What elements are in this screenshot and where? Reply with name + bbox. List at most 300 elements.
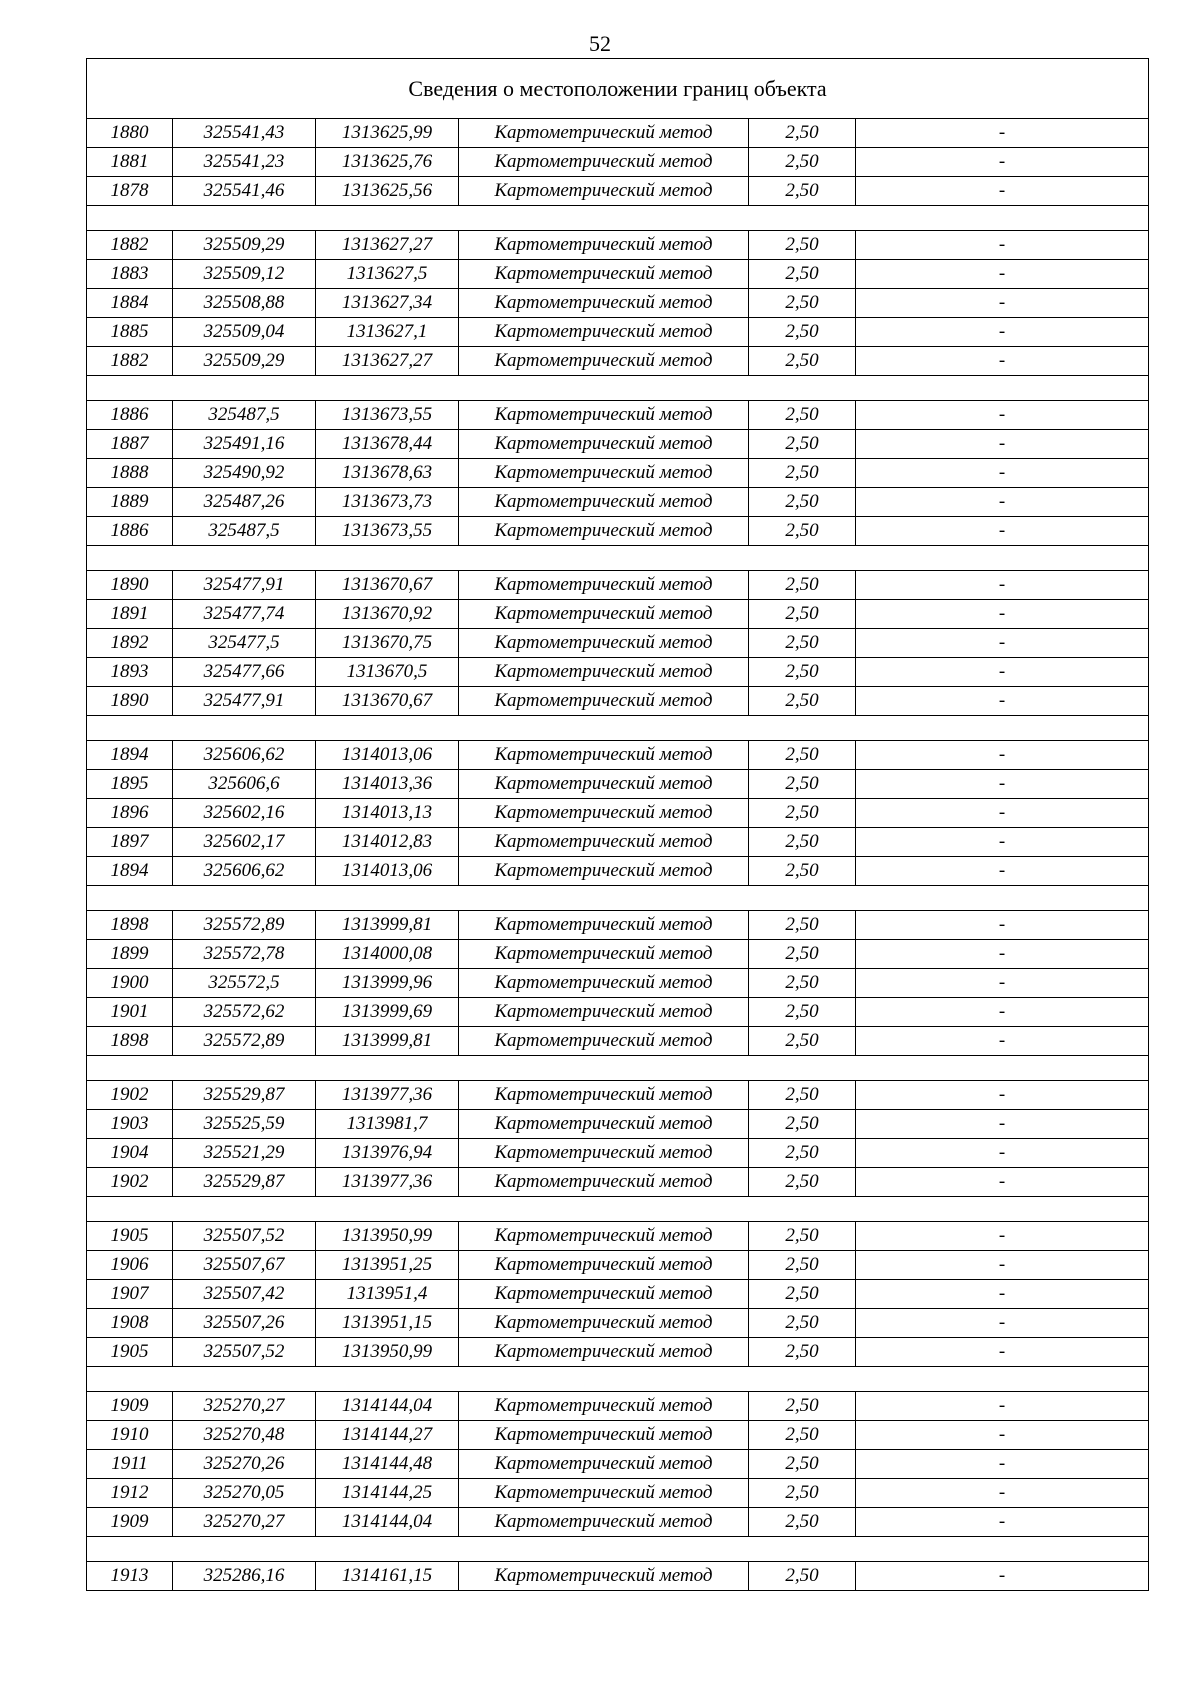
point-number-cell: 1903 (87, 1110, 173, 1139)
point-number-cell: 1897 (87, 828, 173, 857)
accuracy-cell: 2,50 (749, 260, 856, 289)
x-coordinate-cell: 325606,62 (173, 857, 316, 886)
method-cell: Картометрический метод (459, 119, 749, 148)
method-cell: Картометрический метод (459, 629, 749, 658)
y-coordinate-cell: 1313950,99 (316, 1338, 459, 1367)
table-row (87, 741, 1149, 770)
description-cell: - (856, 1338, 1149, 1367)
description-cell: - (856, 1309, 1149, 1338)
accuracy-cell: 2,50 (749, 770, 856, 799)
y-coordinate-cell: 1313977,36 (316, 1168, 459, 1197)
accuracy-cell: 2,50 (749, 1508, 856, 1537)
accuracy-cell: 2,50 (749, 401, 856, 430)
method-cell: Картометрический метод (459, 998, 749, 1027)
table-row (87, 658, 1149, 687)
y-coordinate-cell: 1314012,83 (316, 828, 459, 857)
point-number-cell: 1895 (87, 770, 173, 799)
accuracy-cell: 2,50 (749, 1222, 856, 1251)
point-number-cell: 1910 (87, 1421, 173, 1450)
table-row (87, 687, 1149, 716)
description-cell: - (856, 177, 1149, 206)
separator-cell (87, 716, 1149, 741)
table-row (87, 1421, 1149, 1450)
contour-separator-row (87, 1537, 1149, 1562)
description-cell: - (856, 1421, 1149, 1450)
point-number-cell: 1909 (87, 1392, 173, 1421)
point-number-cell: 1904 (87, 1139, 173, 1168)
table-row (87, 911, 1149, 940)
y-coordinate-cell: 1314013,06 (316, 741, 459, 770)
method-cell: Картометрический метод (459, 571, 749, 600)
table-row (87, 940, 1149, 969)
description-cell: - (856, 148, 1149, 177)
description-cell: - (856, 119, 1149, 148)
x-coordinate-cell: 325572,89 (173, 1027, 316, 1056)
table-row (87, 1251, 1149, 1280)
accuracy-cell: 2,50 (749, 1168, 856, 1197)
description-cell: - (856, 1168, 1149, 1197)
y-coordinate-cell: 1313999,81 (316, 1027, 459, 1056)
method-cell: Картометрический метод (459, 1139, 749, 1168)
x-coordinate-cell: 325490,92 (173, 459, 316, 488)
x-coordinate-cell: 325477,66 (173, 658, 316, 687)
description-cell: - (856, 260, 1149, 289)
accuracy-cell: 2,50 (749, 119, 856, 148)
accuracy-cell: 2,50 (749, 1139, 856, 1168)
contour-separator-row (87, 546, 1149, 571)
table-row (87, 571, 1149, 600)
x-coordinate-cell: 325270,05 (173, 1479, 316, 1508)
method-cell: Картометрический метод (459, 488, 749, 517)
accuracy-cell: 2,50 (749, 177, 856, 206)
table-row (87, 231, 1149, 260)
method-cell: Картометрический метод (459, 430, 749, 459)
point-number-cell: 1902 (87, 1168, 173, 1197)
accuracy-cell: 2,50 (749, 289, 856, 318)
description-cell: - (856, 911, 1149, 940)
point-number-cell: 1880 (87, 119, 173, 148)
x-coordinate-cell: 325477,91 (173, 687, 316, 716)
x-coordinate-cell: 325602,17 (173, 828, 316, 857)
accuracy-cell: 2,50 (749, 318, 856, 347)
y-coordinate-cell: 1314013,13 (316, 799, 459, 828)
method-cell: Картометрический метод (459, 600, 749, 629)
description-cell: - (856, 799, 1149, 828)
accuracy-cell: 2,50 (749, 1421, 856, 1450)
accuracy-cell: 2,50 (749, 430, 856, 459)
method-cell: Картометрический метод (459, 1251, 749, 1280)
contour-separator-row (87, 886, 1149, 911)
y-coordinate-cell: 1313951,4 (316, 1280, 459, 1309)
description-cell: - (856, 1479, 1149, 1508)
accuracy-cell: 2,50 (749, 828, 856, 857)
y-coordinate-cell: 1314144,04 (316, 1508, 459, 1537)
point-number-cell: 1896 (87, 799, 173, 828)
y-coordinate-cell: 1313951,15 (316, 1309, 459, 1338)
separator-cell (87, 546, 1149, 571)
description-cell: - (856, 488, 1149, 517)
accuracy-cell: 2,50 (749, 629, 856, 658)
point-number-cell: 1894 (87, 857, 173, 886)
method-cell: Картометрический метод (459, 1421, 749, 1450)
table-row (87, 1222, 1149, 1251)
accuracy-cell: 2,50 (749, 1280, 856, 1309)
method-cell: Картометрический метод (459, 658, 749, 687)
description-cell: - (856, 969, 1149, 998)
x-coordinate-cell: 325487,26 (173, 488, 316, 517)
method-cell: Картометрический метод (459, 940, 749, 969)
x-coordinate-cell: 325477,91 (173, 571, 316, 600)
y-coordinate-cell: 1313673,55 (316, 401, 459, 430)
description-cell: - (856, 318, 1149, 347)
y-coordinate-cell: 1313673,55 (316, 517, 459, 546)
point-number-cell: 1901 (87, 998, 173, 1027)
point-number-cell: 1893 (87, 658, 173, 687)
boundary-coordinates-table (86, 58, 1149, 1591)
method-cell: Картометрический метод (459, 517, 749, 546)
y-coordinate-cell: 1314013,06 (316, 857, 459, 886)
point-number-cell: 1912 (87, 1479, 173, 1508)
point-number-cell: 1884 (87, 289, 173, 318)
method-cell: Картометрический метод (459, 828, 749, 857)
table-row (87, 1280, 1149, 1309)
description-cell: - (856, 687, 1149, 716)
table-body (87, 119, 1149, 1591)
x-coordinate-cell: 325507,52 (173, 1338, 316, 1367)
table-row (87, 857, 1149, 886)
table-row (87, 799, 1149, 828)
x-coordinate-cell: 325525,59 (173, 1110, 316, 1139)
method-cell: Картометрический метод (459, 231, 749, 260)
table-row (87, 1450, 1149, 1479)
y-coordinate-cell: 1314161,15 (316, 1562, 459, 1591)
y-coordinate-cell: 1313678,44 (316, 430, 459, 459)
x-coordinate-cell: 325491,16 (173, 430, 316, 459)
accuracy-cell: 2,50 (749, 687, 856, 716)
y-coordinate-cell: 1313950,99 (316, 1222, 459, 1251)
point-number-cell: 1905 (87, 1222, 173, 1251)
point-number-cell: 1909 (87, 1508, 173, 1537)
method-cell: Картометрический метод (459, 459, 749, 488)
table-row (87, 177, 1149, 206)
table-title-row (87, 59, 1149, 119)
table-row (87, 459, 1149, 488)
accuracy-cell: 2,50 (749, 347, 856, 376)
point-number-cell: 1882 (87, 231, 173, 260)
point-number-cell: 1891 (87, 600, 173, 629)
x-coordinate-cell: 325509,04 (173, 318, 316, 347)
accuracy-cell: 2,50 (749, 148, 856, 177)
point-number-cell: 1878 (87, 177, 173, 206)
x-coordinate-cell: 325606,6 (173, 770, 316, 799)
y-coordinate-cell: 1313670,5 (316, 658, 459, 687)
method-cell: Картометрический метод (459, 318, 749, 347)
table-row (87, 119, 1149, 148)
table-row (87, 1309, 1149, 1338)
x-coordinate-cell: 325509,29 (173, 231, 316, 260)
y-coordinate-cell: 1313670,75 (316, 629, 459, 658)
description-cell: - (856, 459, 1149, 488)
point-number-cell: 1885 (87, 318, 173, 347)
x-coordinate-cell: 325529,87 (173, 1168, 316, 1197)
x-coordinate-cell: 325541,23 (173, 148, 316, 177)
y-coordinate-cell: 1313999,81 (316, 911, 459, 940)
accuracy-cell: 2,50 (749, 741, 856, 770)
point-number-cell: 1883 (87, 260, 173, 289)
x-coordinate-cell: 325509,12 (173, 260, 316, 289)
y-coordinate-cell: 1313999,69 (316, 998, 459, 1027)
y-coordinate-cell: 1313627,27 (316, 347, 459, 376)
x-coordinate-cell: 325270,26 (173, 1450, 316, 1479)
accuracy-cell: 2,50 (749, 1027, 856, 1056)
y-coordinate-cell: 1313678,63 (316, 459, 459, 488)
method-cell: Картометрический метод (459, 1450, 749, 1479)
description-cell: - (856, 600, 1149, 629)
method-cell: Картометрический метод (459, 911, 749, 940)
accuracy-cell: 2,50 (749, 1450, 856, 1479)
point-number-cell: 1902 (87, 1081, 173, 1110)
y-coordinate-cell: 1313673,73 (316, 488, 459, 517)
point-number-cell: 1905 (87, 1338, 173, 1367)
description-cell: - (856, 347, 1149, 376)
description-cell: - (856, 658, 1149, 687)
table-row (87, 1081, 1149, 1110)
accuracy-cell: 2,50 (749, 1479, 856, 1508)
point-number-cell: 1882 (87, 347, 173, 376)
description-cell: - (856, 517, 1149, 546)
table-row (87, 998, 1149, 1027)
x-coordinate-cell: 325541,46 (173, 177, 316, 206)
separator-cell (87, 886, 1149, 911)
description-cell: - (856, 1222, 1149, 1251)
x-coordinate-cell: 325572,78 (173, 940, 316, 969)
method-cell: Картометрический метод (459, 1280, 749, 1309)
description-cell: - (856, 1110, 1149, 1139)
separator-cell (87, 1367, 1149, 1392)
point-number-cell: 1887 (87, 430, 173, 459)
y-coordinate-cell: 1313670,92 (316, 600, 459, 629)
x-coordinate-cell: 325286,16 (173, 1562, 316, 1591)
table-row (87, 1508, 1149, 1537)
x-coordinate-cell: 325606,62 (173, 741, 316, 770)
point-number-cell: 1913 (87, 1562, 173, 1591)
y-coordinate-cell: 1314144,04 (316, 1392, 459, 1421)
y-coordinate-cell: 1314000,08 (316, 940, 459, 969)
point-number-cell: 1906 (87, 1251, 173, 1280)
accuracy-cell: 2,50 (749, 571, 856, 600)
point-number-cell: 1886 (87, 517, 173, 546)
y-coordinate-cell: 1313670,67 (316, 687, 459, 716)
table-row (87, 289, 1149, 318)
x-coordinate-cell: 325507,42 (173, 1280, 316, 1309)
accuracy-cell: 2,50 (749, 1392, 856, 1421)
description-cell: - (856, 770, 1149, 799)
accuracy-cell: 2,50 (749, 600, 856, 629)
table-row (87, 488, 1149, 517)
method-cell: Картометрический метод (459, 770, 749, 799)
x-coordinate-cell: 325521,29 (173, 1139, 316, 1168)
table-row (87, 1338, 1149, 1367)
accuracy-cell: 2,50 (749, 998, 856, 1027)
x-coordinate-cell: 325487,5 (173, 517, 316, 546)
method-cell: Картометрический метод (459, 1027, 749, 1056)
method-cell: Картометрический метод (459, 1168, 749, 1197)
method-cell: Картометрический метод (459, 1562, 749, 1591)
method-cell: Картометрический метод (459, 401, 749, 430)
method-cell: Картометрический метод (459, 1508, 749, 1537)
point-number-cell: 1894 (87, 741, 173, 770)
method-cell: Картометрический метод (459, 1309, 749, 1338)
y-coordinate-cell: 1313951,25 (316, 1251, 459, 1280)
table-row (87, 1562, 1149, 1591)
description-cell: - (856, 1392, 1149, 1421)
accuracy-cell: 2,50 (749, 1562, 856, 1591)
method-cell: Картометрический метод (459, 289, 749, 318)
description-cell: - (856, 741, 1149, 770)
x-coordinate-cell: 325507,52 (173, 1222, 316, 1251)
x-coordinate-cell: 325572,5 (173, 969, 316, 998)
separator-cell (87, 1537, 1149, 1562)
y-coordinate-cell: 1313981,7 (316, 1110, 459, 1139)
y-coordinate-cell: 1314013,36 (316, 770, 459, 799)
y-coordinate-cell: 1313627,27 (316, 231, 459, 260)
point-number-cell: 1898 (87, 1027, 173, 1056)
contour-separator-row (87, 716, 1149, 741)
point-number-cell: 1890 (87, 687, 173, 716)
y-coordinate-cell: 1313977,36 (316, 1081, 459, 1110)
description-cell: - (856, 828, 1149, 857)
description-cell: - (856, 571, 1149, 600)
method-cell: Картометрический метод (459, 969, 749, 998)
table-row (87, 1392, 1149, 1421)
accuracy-cell: 2,50 (749, 1309, 856, 1338)
separator-cell (87, 1056, 1149, 1081)
table-row (87, 969, 1149, 998)
accuracy-cell: 2,50 (749, 857, 856, 886)
table-row (87, 430, 1149, 459)
table-title: Сведения о местоположении границ объекта (87, 59, 1149, 119)
x-coordinate-cell: 325270,27 (173, 1392, 316, 1421)
description-cell: - (856, 1508, 1149, 1537)
table-row (87, 318, 1149, 347)
accuracy-cell: 2,50 (749, 488, 856, 517)
point-number-cell: 1889 (87, 488, 173, 517)
table-row (87, 517, 1149, 546)
description-cell: - (856, 401, 1149, 430)
y-coordinate-cell: 1313627,1 (316, 318, 459, 347)
description-cell: - (856, 998, 1149, 1027)
accuracy-cell: 2,50 (749, 940, 856, 969)
table-row (87, 1479, 1149, 1508)
x-coordinate-cell: 325602,16 (173, 799, 316, 828)
x-coordinate-cell: 325529,87 (173, 1081, 316, 1110)
accuracy-cell: 2,50 (749, 1251, 856, 1280)
accuracy-cell: 2,50 (749, 969, 856, 998)
description-cell: - (856, 1081, 1149, 1110)
table-row (87, 629, 1149, 658)
point-number-cell: 1908 (87, 1309, 173, 1338)
x-coordinate-cell: 325508,88 (173, 289, 316, 318)
contour-separator-row (87, 206, 1149, 231)
x-coordinate-cell: 325270,48 (173, 1421, 316, 1450)
x-coordinate-cell: 325507,26 (173, 1309, 316, 1338)
description-cell: - (856, 430, 1149, 459)
x-coordinate-cell: 325572,89 (173, 911, 316, 940)
method-cell: Картометрический метод (459, 1479, 749, 1508)
y-coordinate-cell: 1313670,67 (316, 571, 459, 600)
method-cell: Картометрический метод (459, 687, 749, 716)
y-coordinate-cell: 1314144,27 (316, 1421, 459, 1450)
point-number-cell: 1899 (87, 940, 173, 969)
x-coordinate-cell: 325509,29 (173, 347, 316, 376)
x-coordinate-cell: 325487,5 (173, 401, 316, 430)
description-cell: - (856, 1251, 1149, 1280)
accuracy-cell: 2,50 (749, 1338, 856, 1367)
y-coordinate-cell: 1313976,94 (316, 1139, 459, 1168)
method-cell: Картометрический метод (459, 1110, 749, 1139)
y-coordinate-cell: 1313625,99 (316, 119, 459, 148)
contour-separator-row (87, 1367, 1149, 1392)
description-cell: - (856, 1280, 1149, 1309)
y-coordinate-cell: 1314144,48 (316, 1450, 459, 1479)
description-cell: - (856, 1450, 1149, 1479)
point-number-cell: 1886 (87, 401, 173, 430)
separator-cell (87, 1197, 1149, 1222)
x-coordinate-cell: 325270,27 (173, 1508, 316, 1537)
table-row (87, 770, 1149, 799)
y-coordinate-cell: 1313627,5 (316, 260, 459, 289)
method-cell: Картометрический метод (459, 799, 749, 828)
y-coordinate-cell: 1313625,76 (316, 148, 459, 177)
x-coordinate-cell: 325477,5 (173, 629, 316, 658)
contour-separator-row (87, 1197, 1149, 1222)
accuracy-cell: 2,50 (749, 459, 856, 488)
y-coordinate-cell: 1313627,34 (316, 289, 459, 318)
method-cell: Картометрический метод (459, 741, 749, 770)
point-number-cell: 1898 (87, 911, 173, 940)
method-cell: Картометрический метод (459, 177, 749, 206)
point-number-cell: 1892 (87, 629, 173, 658)
accuracy-cell: 2,50 (749, 911, 856, 940)
method-cell: Картометрический метод (459, 347, 749, 376)
description-cell: - (856, 289, 1149, 318)
method-cell: Картометрический метод (459, 1392, 749, 1421)
y-coordinate-cell: 1313999,96 (316, 969, 459, 998)
separator-cell (87, 206, 1149, 231)
accuracy-cell: 2,50 (749, 1081, 856, 1110)
description-cell: - (856, 629, 1149, 658)
x-coordinate-cell: 325541,43 (173, 119, 316, 148)
accuracy-cell: 2,50 (749, 231, 856, 260)
table-row (87, 401, 1149, 430)
x-coordinate-cell: 325477,74 (173, 600, 316, 629)
point-number-cell: 1911 (87, 1450, 173, 1479)
table-row (87, 1168, 1149, 1197)
description-cell: - (856, 1027, 1149, 1056)
table-row (87, 260, 1149, 289)
contour-separator-row (87, 1056, 1149, 1081)
method-cell: Картометрический метод (459, 260, 749, 289)
accuracy-cell: 2,50 (749, 1110, 856, 1139)
method-cell: Картометрический метод (459, 1081, 749, 1110)
method-cell: Картометрический метод (459, 857, 749, 886)
description-cell: - (856, 231, 1149, 260)
method-cell: Картометрический метод (459, 1338, 749, 1367)
point-number-cell: 1881 (87, 148, 173, 177)
x-coordinate-cell: 325507,67 (173, 1251, 316, 1280)
table-row (87, 1110, 1149, 1139)
table-row (87, 1027, 1149, 1056)
